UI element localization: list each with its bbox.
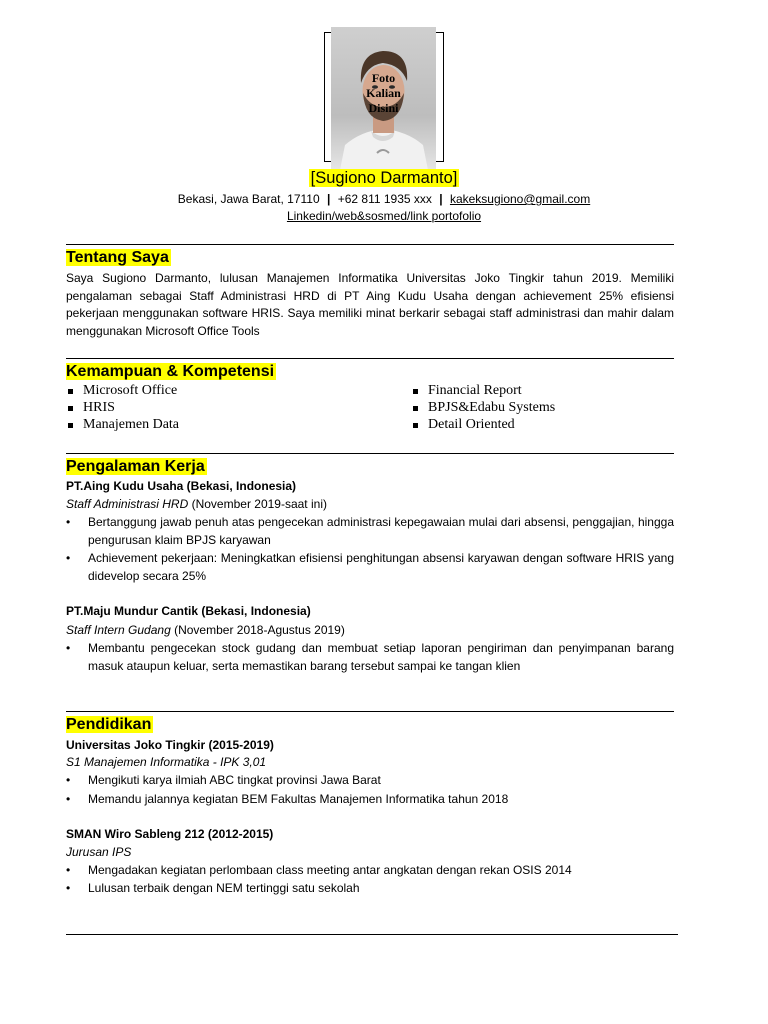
section-heading-experience	[66, 456, 207, 477]
bullet-glyph: •	[66, 551, 71, 565]
about-paragraph: Saya Sugiono Darmanto, lulusan Manajemen Informatika Universitas Joko Tingkir tahun 2019. Memiliki pengalaman sebagai Staff Administrasi HRD di PT Aing Kudu Usaha dengan achievement 25% efisiensi pekerjaan menggunakan software HRIS. Saya memiliki minat berkarir sebagai staff administrasi dan mahir dalam menggunakan Microsoft Office Tools	[66, 271, 674, 338]
school-major: Jurusan IPS	[66, 845, 132, 859]
list-item	[66, 862, 674, 880]
candidate-name	[0, 167, 768, 189]
bullet-glyph: •	[66, 863, 71, 877]
section-heading-text: Pengalaman Kerja	[66, 458, 205, 475]
job-period: (November 2018-Agustus 2019)	[170, 623, 345, 637]
section-heading-about	[66, 247, 171, 268]
section-heading-skills	[66, 361, 276, 382]
list-item	[66, 880, 674, 898]
list-item-text: Achievement pekerjaan: Meningkatkan efisiensi penghitungan absensi karyawan dengan software HRIS yang didevelop secara 25%	[88, 551, 674, 583]
profile-photo	[331, 27, 436, 175]
bullet-glyph: •	[66, 881, 71, 895]
skill-item: Microsoft Office	[66, 383, 179, 400]
bullet-glyph: •	[66, 792, 71, 806]
phone-number: +62 811 1935 xxx	[337, 192, 432, 206]
bullet-glyph: •	[66, 515, 71, 529]
job-period: (November 2019-saat ini)	[188, 497, 327, 511]
job-title-line	[66, 622, 345, 639]
list-item-text: Memandu jalannya kegiatan BEM Fakultas Manajemen Informatika tahun 2018	[88, 792, 509, 806]
skills-column	[411, 383, 555, 433]
separator: |	[327, 192, 331, 206]
list-item-text: Mengikuti karya ilmiah ABC tingkat provinsi Jawa Barat	[88, 773, 381, 787]
section-heading-education	[66, 714, 153, 735]
photo-caption	[331, 71, 436, 116]
company-name: PT.Aing Kudu Usaha (Bekasi, Indonesia)	[66, 479, 297, 493]
list-item-text: Lulusan terbaik dengan NEM tertinggi satu sekolah	[88, 881, 360, 895]
list-item-text: Membantu pengecekan stock gudang dan membuat setiap laporan pengiriman dan penyimpanan barang masuk ataupun keluar, serta memastikan barang tersebut sampai ke tangan klien	[88, 641, 674, 673]
separator: |	[439, 192, 443, 206]
list-item	[66, 640, 674, 675]
skill-item: HRIS	[66, 400, 179, 417]
job-role: Staff Intern Gudang	[66, 623, 171, 637]
list-item	[66, 514, 674, 549]
portfolio-links	[0, 208, 768, 224]
list-item	[66, 791, 674, 809]
section-divider	[66, 453, 674, 454]
list-item-text: Bertanggung jawab penuh atas pengecekan administrasi kepegawaian mulai dari absensi, penggajian, hingga pengurusan klaim BPJS karyawan	[88, 515, 674, 547]
footer-divider	[66, 934, 678, 935]
address: Bekasi, Jawa Barat, 17110	[177, 192, 320, 206]
skill-item: BPJS&Edabu Systems	[411, 400, 555, 417]
email-link[interactable]: kakeksugiono@gmail.com	[449, 192, 591, 206]
skill-item: Financial Report	[411, 383, 555, 400]
section-heading-text: Pendidikan	[66, 716, 152, 733]
portfolio-link[interactable]: Linkedin/web&sosmed/link portofolio	[286, 209, 482, 223]
contact-line	[0, 191, 768, 207]
list-item	[66, 772, 674, 790]
list-item-text: Mengadakan kegiatan perlombaan class meeting antar angkatan dengan rekan OSIS 2014	[88, 863, 572, 877]
school-name: SMAN Wiro Sableng 212 (2012-2015)	[66, 827, 274, 841]
bullet-glyph: •	[66, 773, 71, 787]
list-item	[66, 550, 674, 585]
skill-item: Manajemen Data	[66, 417, 179, 434]
company-name: PT.Maju Mundur Cantik (Bekasi, Indonesia)	[66, 604, 311, 618]
section-divider	[66, 244, 674, 245]
section-heading-text: Kemampuan & Kompetensi	[66, 363, 275, 380]
bullet-glyph: •	[66, 641, 71, 655]
section-divider	[66, 358, 674, 359]
photo-caption-line: Disini	[368, 101, 399, 115]
job-role: Staff Administrasi HRD	[66, 497, 189, 511]
skills-column	[66, 383, 179, 433]
skill-item: Detail Oriented	[411, 417, 555, 434]
photo-caption-line: Foto	[371, 71, 396, 85]
candidate-name-text: [Sugiono Darmanto]	[310, 169, 458, 187]
section-divider	[66, 711, 674, 712]
school-name: Universitas Joko Tingkir (2015-2019)	[66, 738, 274, 752]
school-major: S1 Manajemen Informatika - IPK 3,01	[66, 755, 267, 769]
job-title-line	[66, 496, 327, 513]
section-heading-text: Tentang Saya	[66, 249, 169, 266]
photo-caption-line: Kalian	[366, 86, 401, 100]
